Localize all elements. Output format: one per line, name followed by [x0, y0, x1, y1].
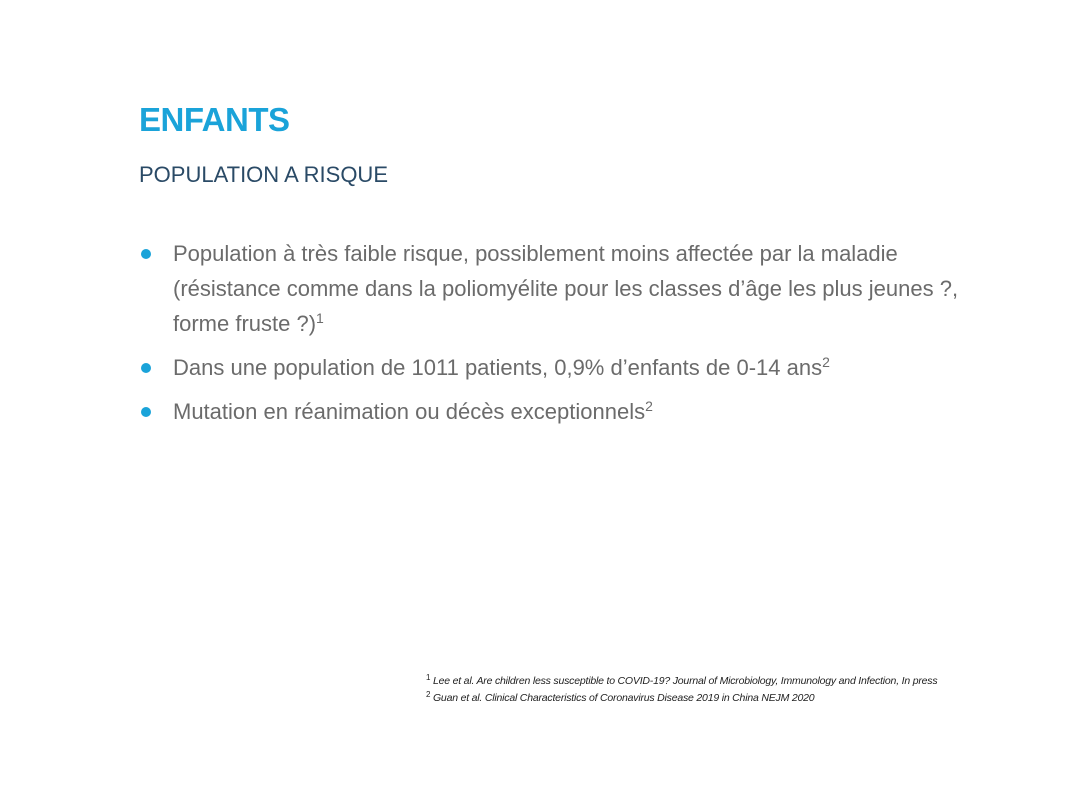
footnote — [426, 690, 1066, 707]
footnote-number: 1 — [426, 673, 431, 682]
footnotes — [426, 673, 1066, 707]
footnote-text: Lee et al. Are children less susceptible to COVID-19? Journal of Microbiology, Immunology and Infection, In press — [430, 675, 938, 687]
bullet-reference: 2 — [822, 354, 830, 370]
bullet-text: Dans une population de 1011 patients, 0,9% d’enfants de 0-14 ans — [173, 355, 823, 380]
bullet-reference: 2 — [645, 398, 653, 414]
bullet-dot-icon — [141, 249, 151, 259]
bullet-text: Mutation en réanimation ou décès exceptionnels — [173, 399, 646, 424]
bullet-list — [139, 236, 999, 438]
bullet-dot-icon — [141, 407, 151, 417]
bullet-item — [139, 350, 999, 385]
bullet-item — [139, 236, 999, 341]
slide-title: ENFANTS — [139, 101, 290, 138]
bullet-reference: 1 — [316, 310, 324, 326]
footnote-number: 2 — [426, 690, 431, 699]
slide-subtitle: POPULATION A RISQUE — [139, 162, 388, 187]
footnote — [426, 673, 1066, 690]
bullet-text: Population à très faible risque, possiblement moins affectée par la maladie (résistance comme dans la poliomyélite pour les classes d’âge les plus jeunes ?, forme fruste ?) — [173, 241, 959, 336]
bullet-dot-icon — [141, 363, 151, 373]
footnote-text: Guan et al. Clinical Characteristics of Coronavirus Disease 2019 in China NEJM 2020 — [430, 692, 815, 704]
bullet-item — [139, 394, 999, 429]
